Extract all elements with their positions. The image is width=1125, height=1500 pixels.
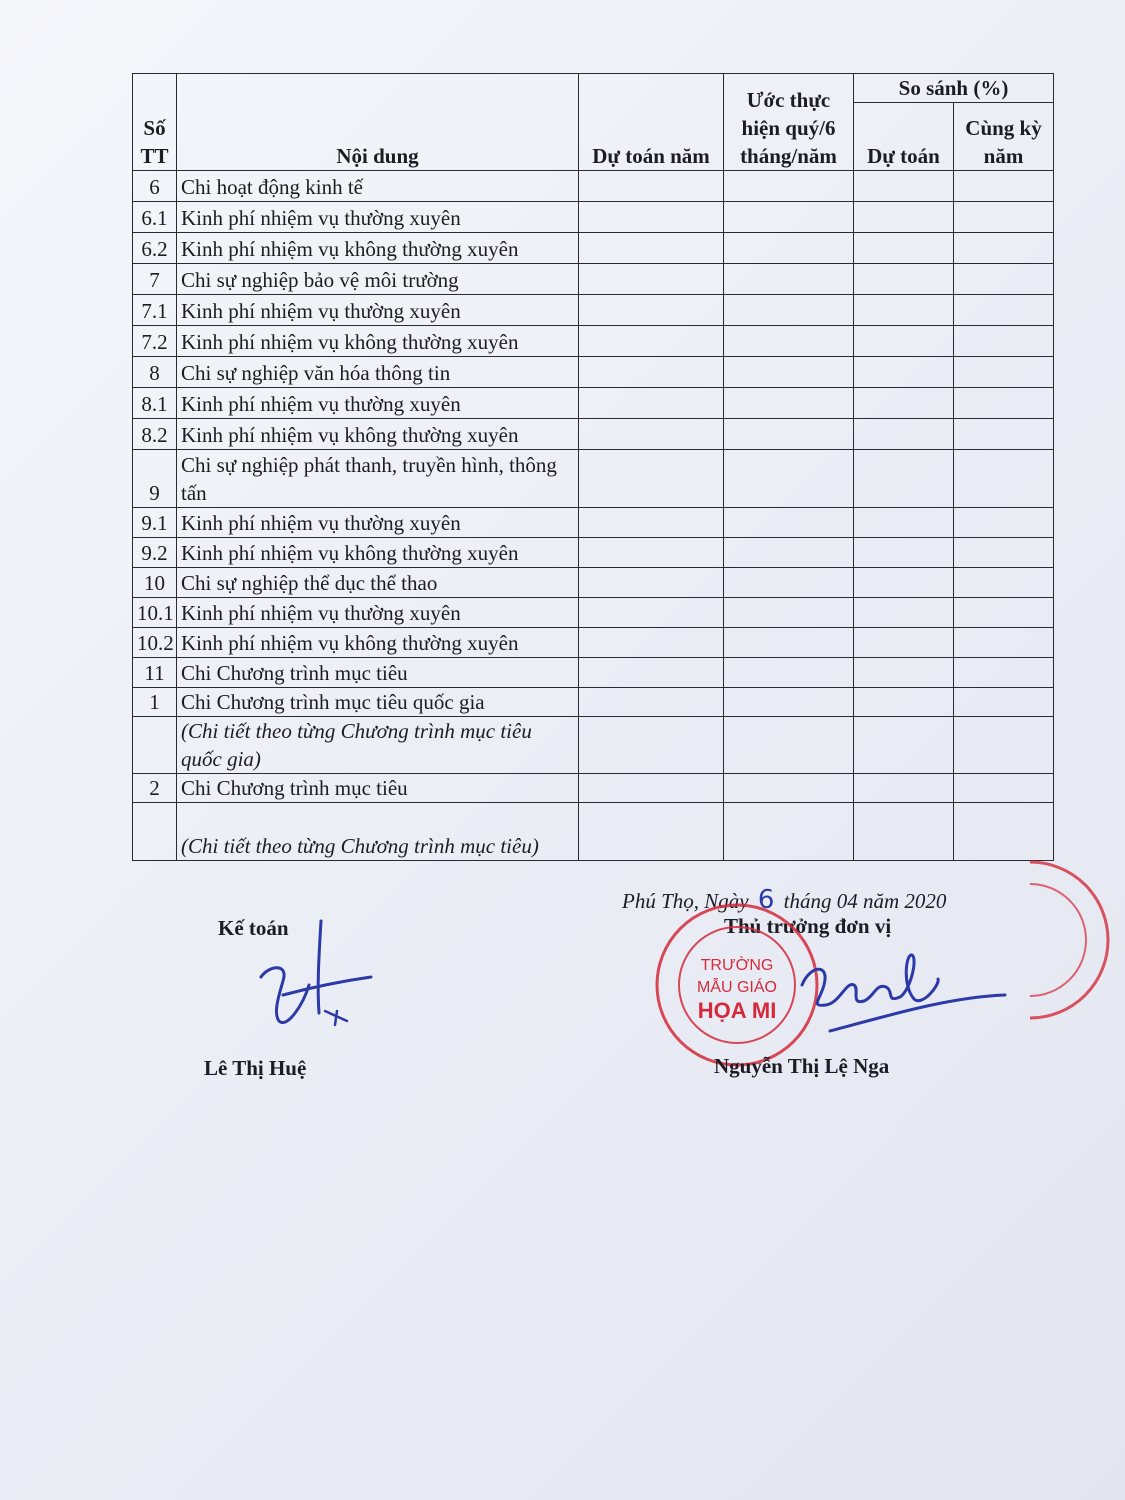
row-content: Chi Chương trình mục tiêu quốc gia bbox=[177, 688, 579, 717]
row-compare-same-period bbox=[954, 774, 1054, 803]
row-compare-same-period bbox=[954, 688, 1054, 717]
row-compare-same-period bbox=[954, 658, 1054, 688]
row-compare-budget bbox=[854, 508, 954, 538]
row-estimate bbox=[724, 202, 854, 233]
row-content: Kinh phí nhiệm vụ thường xuyên bbox=[177, 202, 579, 233]
table-header-row bbox=[133, 74, 1054, 103]
row-estimate bbox=[724, 450, 854, 508]
header-stt: Số TT bbox=[133, 74, 177, 171]
row-annual-budget bbox=[579, 717, 724, 774]
header-compare-same-period: Cùng kỳ năm bbox=[954, 103, 1054, 171]
row-compare-same-period bbox=[954, 598, 1054, 628]
row-annual-budget bbox=[579, 628, 724, 658]
row-stt: 7.2 bbox=[133, 326, 177, 357]
stamp-line-2: MẪU GIÁO bbox=[696, 979, 778, 996]
table-row bbox=[133, 419, 1054, 450]
row-annual-budget bbox=[579, 538, 724, 568]
date-day: 6 bbox=[757, 885, 775, 915]
row-compare-same-period bbox=[954, 717, 1054, 774]
table-row bbox=[133, 598, 1054, 628]
row-estimate bbox=[724, 598, 854, 628]
header-compare: So sánh (%) bbox=[854, 74, 1054, 103]
table-row bbox=[133, 171, 1054, 202]
row-stt: 10.2 bbox=[133, 628, 177, 658]
header-estimate: Ước thực hiện quý/6 tháng/năm bbox=[724, 74, 854, 171]
row-compare-budget bbox=[854, 419, 954, 450]
row-compare-same-period bbox=[954, 388, 1054, 419]
row-estimate bbox=[724, 419, 854, 450]
table-row bbox=[133, 233, 1054, 264]
row-estimate bbox=[724, 688, 854, 717]
table-row bbox=[133, 357, 1054, 388]
table-row bbox=[133, 803, 1054, 861]
table-row bbox=[133, 388, 1054, 419]
row-estimate bbox=[724, 774, 854, 803]
row-compare-budget bbox=[854, 598, 954, 628]
row-estimate bbox=[724, 538, 854, 568]
row-content: Kinh phí nhiệm vụ không thường xuyên bbox=[177, 233, 579, 264]
row-stt: 8.1 bbox=[133, 388, 177, 419]
row-compare-budget bbox=[854, 264, 954, 295]
row-content: Chi hoạt động kinh tế bbox=[177, 171, 579, 202]
row-stt: 8.2 bbox=[133, 419, 177, 450]
table-row bbox=[133, 628, 1054, 658]
accountant-title: Kế toán bbox=[218, 916, 289, 940]
row-compare-budget bbox=[854, 717, 954, 774]
row-annual-budget bbox=[579, 419, 724, 450]
row-compare-same-period bbox=[954, 357, 1054, 388]
row-content: Kinh phí nhiệm vụ không thường xuyên bbox=[177, 326, 579, 357]
row-annual-budget bbox=[579, 264, 724, 295]
row-stt: 11 bbox=[133, 658, 177, 688]
row-stt: 2 bbox=[133, 774, 177, 803]
row-annual-budget bbox=[579, 295, 724, 326]
row-annual-budget bbox=[579, 803, 724, 861]
row-estimate bbox=[724, 803, 854, 861]
row-compare-budget bbox=[854, 803, 954, 861]
row-compare-same-period bbox=[954, 538, 1054, 568]
table-row bbox=[133, 295, 1054, 326]
row-content: Chi sự nghiệp văn hóa thông tin bbox=[177, 357, 579, 388]
row-stt: 1 bbox=[133, 688, 177, 717]
row-compare-same-period bbox=[954, 202, 1054, 233]
head-title: Thủ trưởng đơn vị bbox=[724, 914, 892, 938]
row-annual-budget bbox=[579, 568, 724, 598]
stamp-line-3: HỌA MI bbox=[697, 998, 777, 1023]
table-row bbox=[133, 326, 1054, 357]
table-row bbox=[133, 508, 1054, 538]
row-estimate bbox=[724, 295, 854, 326]
accountant-signature bbox=[243, 915, 383, 1035]
row-stt: 10.1 bbox=[133, 598, 177, 628]
row-annual-budget bbox=[579, 202, 724, 233]
row-annual-budget bbox=[579, 774, 724, 803]
row-estimate bbox=[724, 357, 854, 388]
stamp-line-1: TRƯỜNG bbox=[700, 957, 774, 974]
row-annual-budget bbox=[579, 326, 724, 357]
row-stt: 7.1 bbox=[133, 295, 177, 326]
row-content: (Chi tiết theo từng Chương trình mục tiêu quốc gia) bbox=[177, 717, 579, 774]
row-annual-budget bbox=[579, 171, 724, 202]
date-prefix: Phú Thọ, Ngày bbox=[622, 889, 749, 913]
row-compare-budget bbox=[854, 171, 954, 202]
row-content: Chi sự nghiệp thể dục thể thao bbox=[177, 568, 579, 598]
row-compare-budget bbox=[854, 233, 954, 264]
row-compare-same-period bbox=[954, 450, 1054, 508]
row-content: Kinh phí nhiệm vụ thường xuyên bbox=[177, 598, 579, 628]
row-annual-budget bbox=[579, 688, 724, 717]
row-annual-budget bbox=[579, 357, 724, 388]
row-compare-budget bbox=[854, 538, 954, 568]
row-compare-budget bbox=[854, 628, 954, 658]
row-estimate bbox=[724, 171, 854, 202]
row-stt: 6.2 bbox=[133, 233, 177, 264]
row-compare-same-period bbox=[954, 568, 1054, 598]
row-content: Chi sự nghiệp bảo vệ môi trường bbox=[177, 264, 579, 295]
row-stt bbox=[133, 717, 177, 774]
row-compare-same-period bbox=[954, 508, 1054, 538]
accountant-name: Lê Thị Huệ bbox=[204, 1056, 307, 1080]
row-stt bbox=[133, 803, 177, 861]
table-body bbox=[133, 171, 1054, 861]
row-compare-budget bbox=[854, 774, 954, 803]
table-row bbox=[133, 774, 1054, 803]
row-compare-same-period bbox=[954, 233, 1054, 264]
row-stt: 9.1 bbox=[133, 508, 177, 538]
row-compare-budget bbox=[854, 688, 954, 717]
row-compare-budget bbox=[854, 568, 954, 598]
table-row bbox=[133, 717, 1054, 774]
row-content: Kinh phí nhiệm vụ thường xuyên bbox=[177, 508, 579, 538]
row-estimate bbox=[724, 233, 854, 264]
row-content: Kinh phí nhiệm vụ thường xuyên bbox=[177, 388, 579, 419]
table-row bbox=[133, 538, 1054, 568]
row-estimate bbox=[724, 717, 854, 774]
header-compare-budget: Dự toán bbox=[854, 103, 954, 171]
row-stt: 6 bbox=[133, 171, 177, 202]
row-compare-same-period bbox=[954, 264, 1054, 295]
row-annual-budget bbox=[579, 233, 724, 264]
head-name: Nguyễn Thị Lệ Nga bbox=[714, 1054, 890, 1078]
row-annual-budget bbox=[579, 450, 724, 508]
row-estimate bbox=[724, 658, 854, 688]
row-compare-same-period bbox=[954, 628, 1054, 658]
table-row bbox=[133, 450, 1054, 508]
row-content: Chi sự nghiệp phát thanh, truyền hình, thông tấn bbox=[177, 450, 579, 508]
row-estimate bbox=[724, 264, 854, 295]
row-stt: 10 bbox=[133, 568, 177, 598]
row-content: Chi Chương trình mục tiêu bbox=[177, 774, 579, 803]
row-compare-budget bbox=[854, 658, 954, 688]
row-content: Kinh phí nhiệm vụ không thường xuyên bbox=[177, 538, 579, 568]
table-row bbox=[133, 202, 1054, 233]
row-content: Kinh phí nhiệm vụ không thường xuyên bbox=[177, 628, 579, 658]
date-suffix: tháng 04 năm 2020 bbox=[783, 889, 947, 913]
row-estimate bbox=[724, 388, 854, 419]
row-compare-budget bbox=[854, 326, 954, 357]
row-stt: 9.2 bbox=[133, 538, 177, 568]
row-annual-budget bbox=[579, 508, 724, 538]
head-signature bbox=[790, 945, 1020, 1035]
row-estimate bbox=[724, 508, 854, 538]
row-compare-budget bbox=[854, 450, 954, 508]
row-stt: 8 bbox=[133, 357, 177, 388]
row-estimate bbox=[724, 326, 854, 357]
row-annual-budget bbox=[579, 388, 724, 419]
header-content: Nội dung bbox=[177, 74, 579, 171]
row-stt: 7 bbox=[133, 264, 177, 295]
row-compare-budget bbox=[854, 202, 954, 233]
table-row bbox=[133, 568, 1054, 598]
row-stt: 6.1 bbox=[133, 202, 177, 233]
row-compare-same-period bbox=[954, 326, 1054, 357]
budget-report-table bbox=[132, 73, 1054, 861]
row-estimate bbox=[724, 628, 854, 658]
row-stt: 9 bbox=[133, 450, 177, 508]
row-content: Kinh phí nhiệm vụ thường xuyên bbox=[177, 295, 579, 326]
row-estimate bbox=[724, 568, 854, 598]
row-annual-budget bbox=[579, 658, 724, 688]
row-content: Kinh phí nhiệm vụ không thường xuyên bbox=[177, 419, 579, 450]
header-annual-budget: Dự toán năm bbox=[579, 74, 724, 171]
row-compare-budget bbox=[854, 357, 954, 388]
row-compare-same-period bbox=[954, 419, 1054, 450]
row-compare-same-period bbox=[954, 295, 1054, 326]
row-content: (Chi tiết theo từng Chương trình mục tiêu) bbox=[177, 803, 579, 861]
row-annual-budget bbox=[579, 598, 724, 628]
table-row bbox=[133, 658, 1054, 688]
row-compare-budget bbox=[854, 295, 954, 326]
partial-stamp bbox=[1030, 850, 1125, 1030]
row-content: Chi Chương trình mục tiêu bbox=[177, 658, 579, 688]
table-row bbox=[133, 688, 1054, 717]
table-row bbox=[133, 264, 1054, 295]
row-compare-same-period bbox=[954, 171, 1054, 202]
row-compare-budget bbox=[854, 388, 954, 419]
